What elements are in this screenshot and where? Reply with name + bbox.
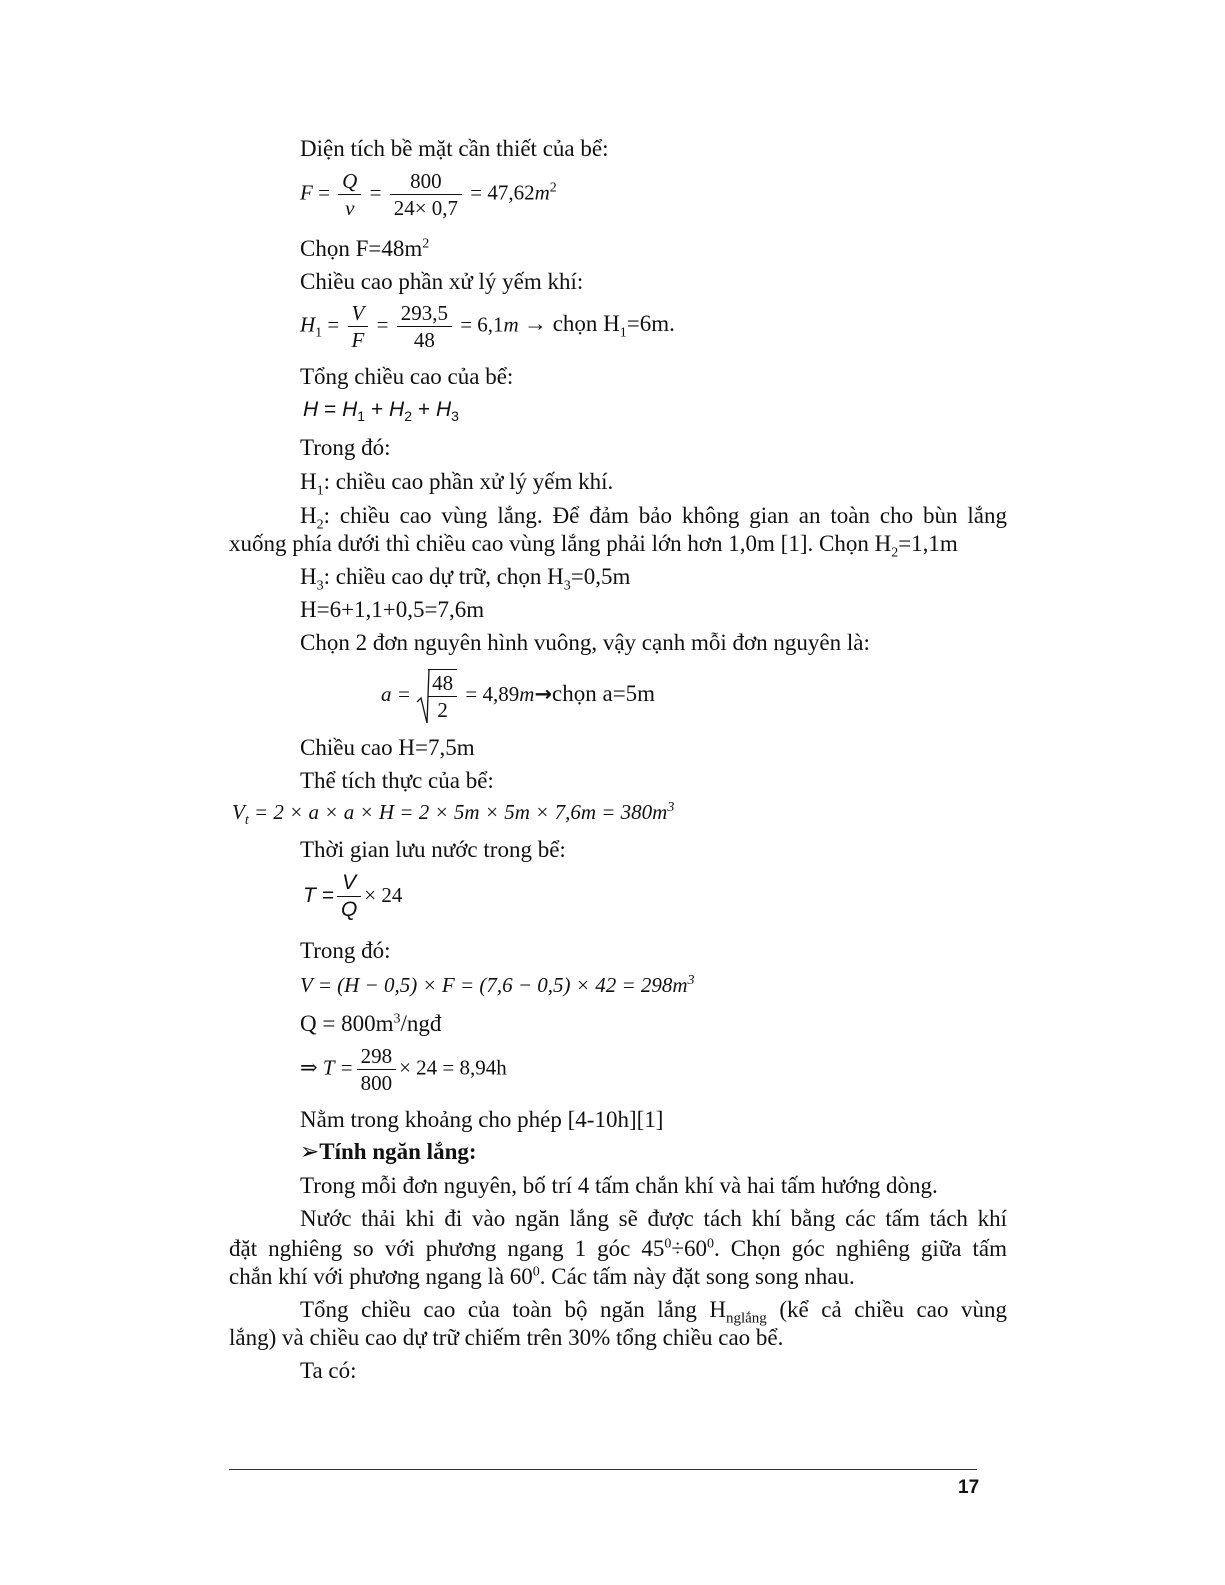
power: 2 — [422, 236, 430, 252]
sub: 1 — [316, 483, 324, 499]
var: H — [435, 398, 452, 421]
text-line — [229, 530, 958, 561]
text: . Các tấm này đặt song song nhau. — [539, 1264, 855, 1289]
text-line — [300, 235, 429, 263]
sign: = — [324, 398, 337, 421]
text-line — [229, 1263, 855, 1291]
denominator: 800 — [360, 1071, 393, 1095]
numerator: 48 — [428, 670, 457, 697]
page-number: 17 — [958, 1477, 980, 1498]
equation-t2 — [300, 1043, 507, 1096]
text: =0,5m — [570, 564, 631, 589]
power: 0 — [706, 1236, 714, 1252]
arrow-text: → chọn H — [523, 311, 620, 337]
text-line — [300, 1010, 441, 1038]
text: . Chọn góc nghiêng giữa tấm — [713, 1236, 1008, 1261]
power: 0 — [664, 1236, 672, 1252]
var: H — [303, 398, 319, 421]
fraction — [337, 870, 361, 923]
numerator: 298 — [357, 1043, 397, 1070]
numerator: V — [337, 870, 361, 897]
sub: 3 — [451, 408, 459, 425]
text-line: Thể tích thực của bể: — [300, 768, 494, 793]
eq-sub: 1 — [315, 325, 323, 341]
denominator: 48 — [413, 328, 435, 352]
text-line: Tổng chiều cao của bể: — [300, 364, 514, 389]
sub: nglắng — [725, 1310, 767, 1327]
text-line: Chiều cao phần xử lý yếm khí: — [300, 269, 584, 294]
text-line: Nằm trong khoảng cho phép [4-10h][1] — [300, 1107, 664, 1132]
eq-var: F — [300, 180, 313, 205]
sub: 2 — [316, 517, 324, 533]
power: 3 — [667, 800, 675, 815]
var: H — [389, 398, 405, 421]
fraction — [348, 300, 369, 353]
bullet-arrow-icon: ➢ — [300, 1139, 320, 1165]
eq-result: = 47,62 — [470, 180, 535, 205]
text-line: Thời gian lưu nước trong bể: — [300, 837, 566, 862]
denominator: F — [351, 328, 365, 352]
text-line: Ta có: — [300, 1358, 357, 1383]
sub: 3 — [316, 578, 324, 594]
tail: × 24 — [364, 883, 403, 908]
lhs: a = — [381, 681, 411, 706]
sub: 2 — [404, 408, 413, 425]
denominator: 2 — [437, 698, 448, 722]
power: 0 — [532, 1264, 540, 1280]
tail: × 24 = 8,94h — [399, 1055, 507, 1080]
text: ÷60 — [671, 1236, 707, 1261]
equation-v — [300, 971, 695, 999]
heading-text: Tính ngăn lắng: — [319, 1139, 477, 1164]
sub: 1 — [357, 408, 366, 425]
sub: 3 — [563, 578, 571, 594]
text: chắn khí với phương ngang là 60 — [229, 1264, 533, 1289]
text: Q = 800m — [300, 1011, 394, 1036]
numerator: V — [348, 300, 369, 327]
text-line — [300, 1296, 1007, 1327]
text-line: Trong mỗi đơn nguyên, bố trí 4 tấm chắn khí và hai tấm hướng dòng. — [300, 1173, 938, 1198]
text: đặt nghiêng so với phương ngang 1 góc 45 — [229, 1236, 665, 1261]
text-line: Trong đó: — [300, 938, 391, 963]
equation-area — [300, 168, 557, 221]
fraction — [397, 300, 452, 353]
lhs: T = — [303, 884, 334, 908]
sqrt — [416, 668, 460, 724]
denominator: 24× 0,7 — [393, 196, 459, 220]
text-line — [300, 563, 631, 594]
eq-sign: = — [318, 180, 330, 205]
text: : chiều cao vùng lắng. Để đảm bảo không gian an toàn cho bùn lắng — [323, 503, 1007, 528]
eq-result: = 6,1 — [460, 312, 504, 337]
fraction — [357, 1043, 397, 1096]
eq-var: H — [300, 312, 316, 337]
text: : chiều cao dự trữ, chọn H — [323, 564, 564, 589]
equation-sqrt — [381, 668, 655, 724]
denominator: v — [345, 196, 355, 220]
sub: 1 — [619, 325, 627, 341]
text: =1,1m — [898, 531, 958, 556]
eq-power: 2 — [549, 180, 557, 196]
text: chọn a=5m — [552, 680, 656, 706]
body: = 2 × a × a × H = 2 × 5m × 5m × 7,6m = 380m — [253, 800, 668, 824]
text: (kể cả chiều cao vùng — [766, 1297, 1007, 1322]
arrow-icon: → — [534, 681, 553, 706]
equation-h-sum — [303, 396, 459, 424]
eq-unit: m — [503, 312, 519, 337]
text-line: Diện tích bề mặt cần thiết của bể: — [300, 136, 609, 161]
result: = 4,89 — [465, 681, 520, 706]
text-line: Nước thải khi đi vào ngăn lắng sẽ được tách khí bằng các tấm tách khí — [300, 1206, 1007, 1231]
text: : chiều cao phần xử lý yếm khí. — [323, 469, 614, 494]
unit: m — [519, 681, 535, 706]
sub: t — [244, 813, 249, 829]
text: Tổng chiều cao của toàn bộ ngăn lắng H — [300, 1297, 726, 1322]
sign: + — [417, 398, 431, 421]
power: 3 — [393, 1011, 401, 1027]
text-line: Chọn 2 đơn nguyên hình vuông, vậy cạnh mỗi đơn nguyên là: — [300, 630, 870, 655]
text: =6m. — [626, 311, 675, 337]
numerator: 293,5 — [397, 300, 452, 327]
numerator: Q — [338, 168, 361, 195]
section-heading — [300, 1138, 477, 1166]
sub: 2 — [891, 545, 899, 561]
text-line — [229, 1235, 1007, 1263]
footer-rule — [229, 1469, 977, 1470]
fraction — [338, 168, 361, 221]
var: H — [342, 398, 358, 421]
text: H — [300, 503, 317, 528]
equation-vt — [232, 798, 675, 829]
text-line: lắng) và chiều cao dự trữ chiếm trên 30% tổng chiều cao bể. — [229, 1325, 784, 1350]
var: V — [232, 800, 245, 824]
fraction — [428, 669, 457, 723]
equation-t — [303, 870, 402, 923]
text: Chọn F=48m — [300, 236, 423, 261]
text-line: Trong đó: — [300, 435, 391, 460]
denominator: Q — [340, 898, 358, 921]
lhs: ⇒ T = — [300, 1055, 354, 1080]
text-line: Chiều cao H=7,5m — [300, 735, 475, 760]
text: H — [300, 469, 317, 494]
power: 3 — [687, 973, 695, 988]
sign: + — [370, 398, 384, 421]
fraction — [390, 168, 462, 221]
text-line: H=6+1,1+0,5=7,6m — [300, 597, 485, 622]
eq-unit: m — [534, 180, 550, 205]
text-line — [300, 468, 614, 499]
text: H — [300, 564, 317, 589]
numerator: 800 — [390, 168, 462, 195]
eq-sign: = — [369, 180, 382, 205]
text-line — [300, 502, 1007, 533]
equation-area-h1: $H_1$ = $\frac{V}{F}$ = $\frac{293,5}{48}$ = 6,1m → chọn $H_1=6m$. — [300, 301, 675, 352]
text: /ngđ — [400, 1011, 442, 1036]
text: xuống phía dưới thì chiều cao vùng lắng phải lớn hơn 1,0m [1]. Chọn H — [229, 531, 892, 556]
body: V = (H − 0,5) × F = (7,6 − 0,5) × 42 = 298m — [300, 973, 688, 997]
